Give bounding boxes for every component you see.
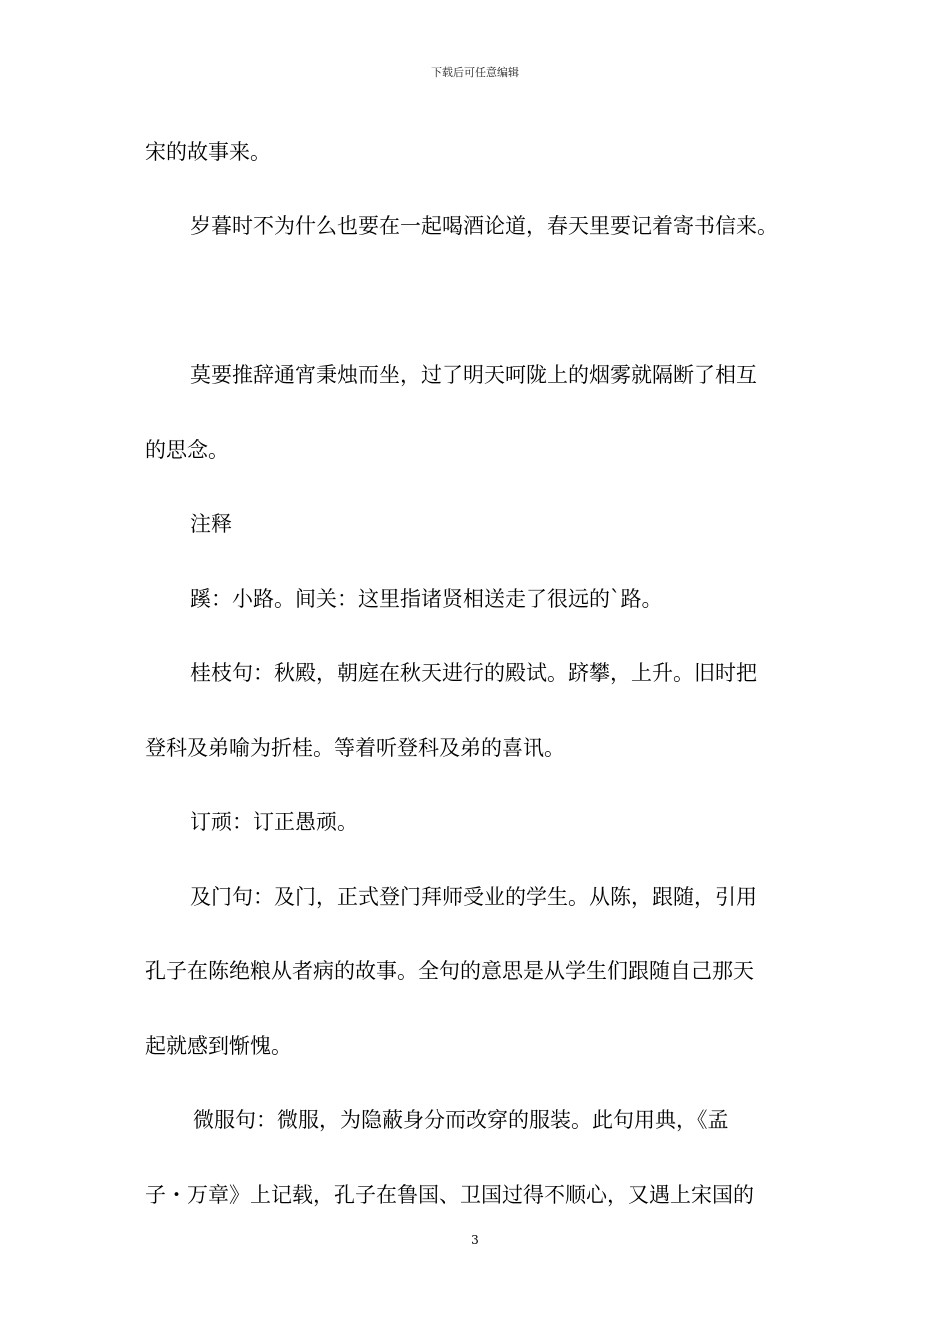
text-line: 岁暮时不为什么也要在一起喝酒论道，春天里要记着寄书信来。 (190, 214, 778, 238)
text-line: 孔子在陈绝粮从者病的故事。全句的意思是从学生们跟随自己那天 (145, 959, 754, 983)
text-line: 登科及弟喻为折桂。等着听登科及弟的喜讯。 (145, 736, 565, 760)
text-line: 子・万章》上记载，孔子在鲁国、卫国过得不顺心，又遇上宋国的 (145, 1183, 754, 1207)
page-number: 3 (471, 1233, 479, 1247)
text-line: 微服句：微服，为隐蔽身分而改穿的服装。此句用典，《孟 (193, 1108, 729, 1132)
text-line: 莫要推辞通宵秉烛而坐，过了明天呵陇上的烟雾就隔断了相互 (190, 363, 757, 387)
text-line: 起就感到惭愧。 (145, 1034, 292, 1058)
text-line: 的思念。 (145, 438, 229, 462)
text-line: 桂枝句：秋殿，朝庭在秋天进行的殿试。跻攀，上升。旧时把 (190, 661, 757, 685)
section-heading: 注释 (190, 512, 232, 536)
text-line: 宋的故事来。 (145, 140, 271, 164)
text-line: 蹊：小路。间关：这里指诸贤相送走了很远的`路。 (190, 587, 663, 611)
text-line: 订顽：订正愚顽。 (190, 810, 358, 834)
text-line: 及门句：及门，正式登门拜师受业的学生。从陈，跟随，引用 (190, 885, 757, 909)
page-header: 下载后可任意编辑 (431, 66, 519, 79)
